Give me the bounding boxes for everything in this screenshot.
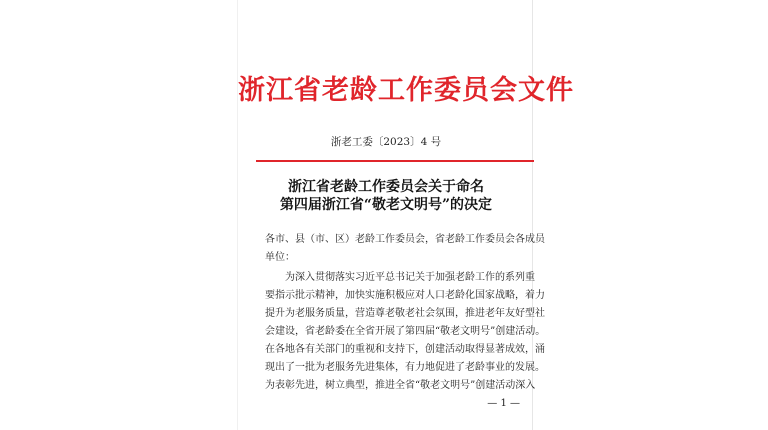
body-line: 提升为老服务质量，营造尊老敬老社会氛围，推进老年友好型社 — [265, 308, 545, 319]
issuing-authority-header: 浙江省老龄工作委员会文件 — [238, 75, 574, 106]
body-line: 各市、县（市、区）老龄工作委员会，省老龄工作委员会各成员 — [265, 234, 545, 245]
body-line: 为表彰先进，树立典型，推进全省“敬老文明号”创建活动深入 — [265, 380, 536, 391]
document-page — [237, 0, 574, 430]
body-line: 为深入贯彻落实习近平总书记关于加强老龄工作的系列重 — [265, 272, 535, 283]
body-line: 会建设，省老龄委在全省开展了第四届“敬老文明号”创建活动。 — [265, 326, 546, 337]
body-line: 要指示批示精神，加快实施积极应对人口老龄化国家战略，着力 — [265, 290, 545, 301]
body-line: 单位： — [265, 252, 295, 263]
body-line: 在各地各有关部门的重视和支持下，创建活动取得显著成效，涌 — [265, 344, 545, 355]
body-line: 现出了一批为老服务先进集体，有力地促进了老龄事业的发展。 — [265, 362, 545, 373]
red-separator-line — [256, 160, 534, 162]
document-title-line-2: 第四届浙江省“敬老文明号”的决定 — [279, 197, 493, 213]
document-title-line-1: 浙江省老龄工作委员会关于命名 — [288, 179, 484, 195]
document-number: 浙老工委〔2023〕4 号 — [330, 136, 442, 148]
page-number: — 1 — — [487, 398, 520, 409]
